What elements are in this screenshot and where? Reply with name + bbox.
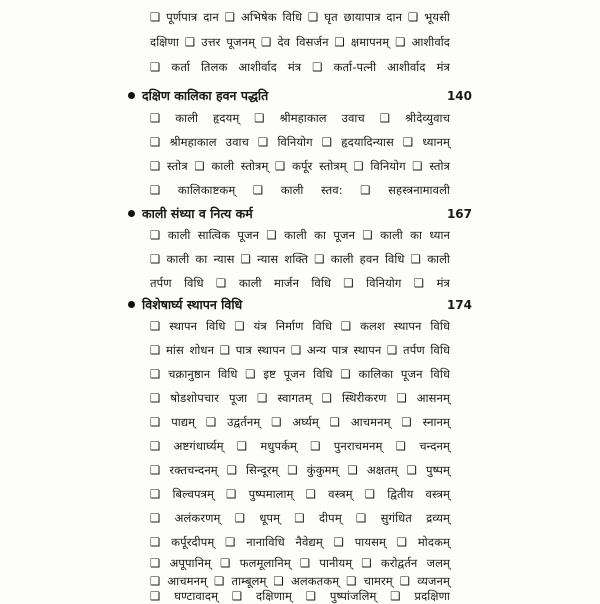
entry-line: ❑ काली हृदयम् ❑ श्रीमहाकाल उवाच ❑ श्रीदेव्युवाच [150, 111, 450, 125]
section-title: विशेषार्घ्य स्थापन विधि [142, 297, 243, 312]
entry-line: ❑ पाद्यम् ❑ उद्वर्तनम् ❑ अर्घ्यम् ❑ आचमनम् ❑ स्नानम् [150, 415, 450, 429]
section-page-number: 140 [446, 89, 472, 103]
section-title: काली संध्या व नित्य कर्म [142, 206, 253, 221]
entry-line: ❑ स्तोत्र ❑ काली स्तोत्रम् ❑ कर्पूर स्तोत्रम् ❑ विनियोग ❑ स्तोत्र [150, 159, 450, 173]
intro-line: ❑ पूर्णपात्र दान ❑ अभिषेक विधि ❑ घृत छायापात्र दान ❑ भूयसी [150, 10, 450, 24]
bullet-icon [128, 210, 135, 217]
intro-line: ❑ कर्ता तिलक आशीर्वाद मंत्र ❑ कर्ता-पत्नी आशीर्वाद मंत्र [150, 60, 450, 74]
entry-line: ❑ काली का न्यास ❑ न्यास शक्ति ❑ काली हवन विधि ❑ काली [150, 252, 450, 266]
entry-line: ❑ कर्पूरदीपम् ❑ नानाविधि नैवेद्यम् ❑ पायसम् ❑ मोदकम् [150, 535, 450, 549]
entry-line: ❑ रक्तचन्दनम् ❑ सिन्दूरम् ❑ कुंकुमम् ❑ अक्षतम् ❑ पुष्पम् [150, 463, 450, 477]
entry-line: ❑ घण्टावादम् ❑ दक्षिणाम् ❑ पुष्पांजलिम् ❑ प्रदक्षिणा [150, 589, 450, 603]
bullet-icon [128, 301, 135, 308]
entry-line: ❑ अष्टगंधार्घ्यम् ❑ मधुपर्कम् ❑ पुनराचमनम् ❑ चन्दनम् [150, 439, 450, 453]
section-heading [128, 204, 472, 224]
section-title: दक्षिण कालिका हवन पद्धति [142, 88, 269, 103]
entry-line: ❑ काली सात्विक पूजन ❑ काली का पूजन ❑ काली का ध्यान [150, 228, 450, 242]
entry-line: ❑ कालिकाष्टकम् ❑ काली स्तव: ❑ सहस्त्रनामावली [150, 183, 450, 197]
entry-line: ❑ आचमनम् ❑ ताम्बूलम् ❑ अलकतकम् ❑ चामरम् ❑ व्यजनम् [150, 574, 450, 588]
section-page-number: 174 [446, 298, 472, 312]
entry-line: ❑ अपूपानिम् ❑ फलमूलानिम् ❑ पानीयम् ❑ करोद्वर्तन जलम् [150, 556, 450, 570]
section-heading [128, 295, 472, 315]
entry-line: ❑ चक्रानुष्ठान विधि ❑ इष्ट पूजन विधि ❑ कालिका पूजन विधि [150, 367, 450, 381]
entry-line: ❑ मांस शोधन ❑ पात्र स्थापन ❑ अन्य पात्र स्थापन ❑ तर्पण विधि [150, 343, 450, 357]
entry-line: ❑ षोडशोपचार पूजा ❑ स्वागतम् ❑ स्थिरीकरण ❑ आसनम् [150, 391, 450, 405]
entry-line: तर्पण विधि ❑ काली मार्जन विधि ❑ विनियोग ❑ मंत्र [150, 276, 450, 290]
bullet-icon [128, 92, 135, 99]
section-heading [128, 86, 472, 106]
intro-line: दक्षिणा ❑ उत्तर पूजनम् ❑ देव विसर्जन ❑ क्षमापनम् ❑ आशीर्वाद [150, 35, 450, 49]
entry-line: ❑ बिल्वपत्रम् ❑ पुष्पमालाम् ❑ वस्त्रम् ❑ द्वितीय वस्त्रम् [150, 487, 450, 501]
entry-line: ❑ श्रीमहाकाल उवाच ❑ विनियोग ❑ हृदयादिन्यास ❑ ध्यानम् [150, 135, 450, 149]
entry-line: ❑ स्थापन विधि ❑ यंत्र निर्माण विधि ❑ कलश स्थापन विधि [150, 319, 450, 333]
section-page-number: 167 [446, 207, 472, 221]
entry-line: ❑ अलंकरणम् ❑ धूपम् ❑ दीपम् ❑ सुगंधित द्रव्यम् [150, 511, 450, 525]
